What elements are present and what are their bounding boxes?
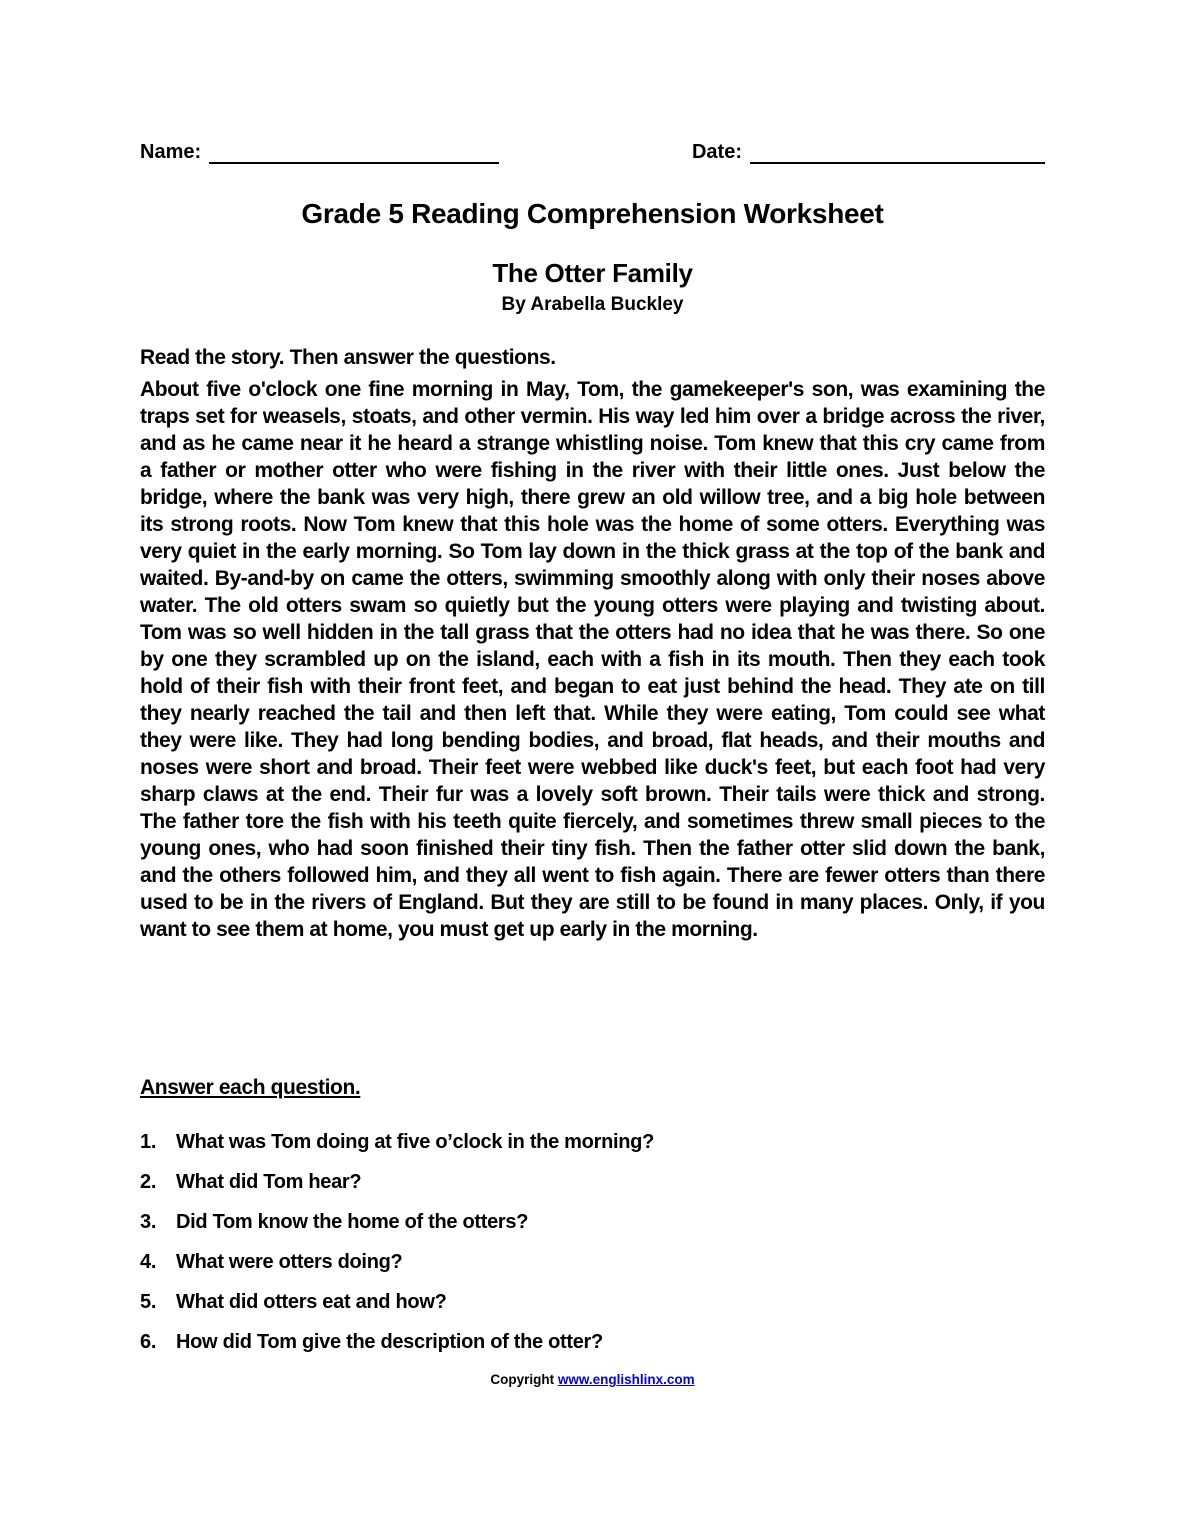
copyright-label: Copyright	[490, 1372, 555, 1387]
copyright-link[interactable]: www.englishlinx.com	[557, 1372, 695, 1387]
question-item-1	[140, 1132, 1045, 1153]
question-text: What was Tom doing at five o’clock in the morning?	[176, 1131, 654, 1153]
question-item-6	[140, 1332, 1045, 1353]
question-number: 3.	[140, 1211, 157, 1233]
date-field	[692, 140, 1045, 164]
question-item-2	[140, 1172, 1045, 1193]
question-text: What did Tom hear?	[176, 1171, 362, 1193]
worksheet-title: Grade 5 Reading Comprehension Worksheet	[301, 198, 884, 229]
question-item-4	[140, 1252, 1045, 1273]
story-title: The Otter Family	[492, 258, 693, 288]
question-number: 4.	[140, 1251, 157, 1273]
copyright-footer	[140, 1372, 1045, 1388]
date-label: Date:	[691, 141, 742, 163]
question-number: 2.	[140, 1171, 157, 1193]
answer-heading: Answer each question.	[140, 1076, 361, 1099]
question-text: What did otters eat and how?	[176, 1291, 447, 1313]
date-blank-line[interactable]	[750, 142, 1045, 164]
instructions-line: Read the story. Then answer the questions.	[140, 346, 556, 369]
question-number: 1.	[140, 1131, 157, 1153]
question-text: Did Tom know the home of the otters?	[176, 1211, 529, 1233]
name-blank-line[interactable]	[209, 142, 499, 164]
question-text: What were otters doing?	[176, 1251, 403, 1273]
question-number: 5.	[140, 1291, 157, 1313]
question-list	[140, 1132, 1045, 1353]
question-text: How did Tom give the description of the otter?	[176, 1331, 603, 1353]
byline: By Arabella Buckley	[501, 294, 684, 315]
name-date-row	[140, 140, 1045, 164]
question-item-5	[140, 1292, 1045, 1313]
question-item-3	[140, 1212, 1045, 1233]
name-field	[140, 140, 499, 164]
name-label: Name:	[140, 141, 202, 163]
story-paragraph: About five o'clock one fine morning in May, Tom, the gamekeeper's son, was examining the traps set for weasels, stoats, and other vermin. His way led him over a bridge across the river, and as he came near it he heard a strange whistling noise. Tom knew that this cry came from a father or mother otter who were fishing in the river with their little ones. Just below the bridge, where the bank was very high, there grew an old willow tree, and a big hole between its strong roots. Now Tom knew that this hole was the home of some otters. Everything was very quiet in the early morning. So Tom lay down in the thick grass at the top of the bank and waited. By-and-by on came the otters, swimming smoothly along with only their noses above water. The old otters swam so quietly but the young otters were playing and twisting about. Tom was so well hidden in the tall grass that the otters had no idea that he was there. So one by one they scrambled up on the island, each with a fish in its mouth. Then they each took hold of their fish with their front feet, and began to eat just behind the head. They ate on till they nearly reached the tail and then left that. While they were eating, Tom could see what they were like. They had long bending bodies, and broad, flat heads, and their mouths and noses were short and broad. Their feet were webbed like duck's feet, but each foot had very sharp claws at the end. Their fur was a lovely soft brown. Their tails were thick and strong. The father tore the fish with his teeth quite fiercely, and sometimes threw small pieces to the young ones, who had soon finished their tiny fish. Then the father otter slid down the bank, and the others followed him, and they all went to fish again. There are fewer otters than there used to be in the rivers of England. But they are still to be found in many places. Only, if you want to see them at home, you must get up early in the morning.	[140, 378, 1045, 941]
question-number: 6.	[140, 1331, 157, 1353]
